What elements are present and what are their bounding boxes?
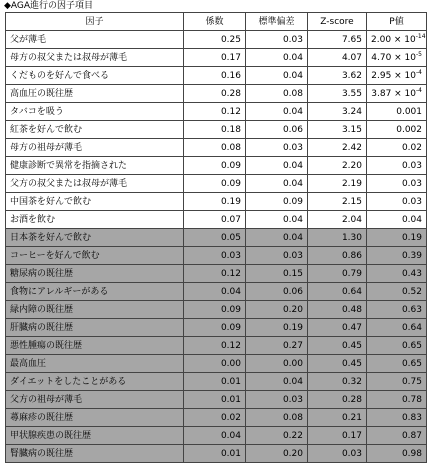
standard-deviation-cell: 0.00 (246, 355, 308, 373)
table-row (6, 319, 427, 337)
p-value-cell (367, 265, 427, 283)
p-value-base: 0.43 (401, 268, 422, 279)
factor-cell: タバコを吸う (6, 103, 184, 121)
coefficient-cell: 0.04 (184, 283, 246, 301)
table-row (6, 445, 427, 463)
coefficient-cell: 0.12 (184, 265, 246, 283)
p-value-cell (367, 427, 427, 445)
p-value-base: 0.03 (401, 178, 422, 189)
p-value-base: 0.03 (401, 196, 422, 207)
factor-cell: 日本茶を好んで飲む (6, 229, 184, 247)
z-score-cell: 3.15 (308, 121, 367, 139)
p-value-cell (367, 157, 427, 175)
coefficient-cell: 0.03 (184, 247, 246, 265)
coefficient-cell: 0.19 (184, 193, 246, 211)
standard-deviation-cell: 0.15 (246, 265, 308, 283)
table-row (6, 409, 427, 427)
standard-deviation-cell: 0.19 (246, 319, 308, 337)
p-value-base: 0.98 (401, 448, 422, 459)
z-score-cell: 4.07 (308, 49, 367, 67)
table-row (6, 67, 427, 85)
standard-deviation-cell: 0.27 (246, 337, 308, 355)
p-value-base: 0.64 (401, 322, 422, 333)
header-p-value: P値 (367, 13, 427, 31)
coefficient-cell: 0.28 (184, 85, 246, 103)
table-row (6, 373, 427, 391)
table-row (6, 265, 427, 283)
header-row (6, 13, 427, 31)
coefficient-cell: 0.09 (184, 157, 246, 175)
table-row (6, 31, 427, 49)
p-value-cell (367, 139, 427, 157)
p-value-cell (367, 337, 427, 355)
header-z-score: Z-score (308, 13, 367, 31)
standard-deviation-cell: 0.06 (246, 121, 308, 139)
z-score-cell: 0.47 (308, 319, 367, 337)
table-body (6, 31, 427, 463)
p-value-base: 0.02 (401, 142, 422, 153)
p-value-base: 0.04 (401, 214, 422, 225)
standard-deviation-cell: 0.22 (246, 427, 308, 445)
p-value-cell (367, 373, 427, 391)
z-score-cell: 0.45 (308, 337, 367, 355)
standard-deviation-cell: 0.08 (246, 409, 308, 427)
coefficient-cell: 0.12 (184, 337, 246, 355)
coefficient-cell: 0.05 (184, 229, 246, 247)
z-score-cell: 2.42 (308, 139, 367, 157)
p-value-base: 0.75 (401, 376, 422, 387)
p-value-base: 0.39 (401, 250, 422, 261)
p-value-exponent: -4 (416, 86, 422, 94)
z-score-cell: 2.04 (308, 211, 367, 229)
p-value-base: 2.95 × 10 (371, 70, 417, 81)
factor-cell: 父方の叔父または叔母が薄毛 (6, 175, 184, 193)
z-score-cell: 1.30 (308, 229, 367, 247)
coefficient-cell: 0.25 (184, 31, 246, 49)
p-value-base: 3.87 × 10 (371, 88, 417, 99)
z-score-cell: 0.86 (308, 247, 367, 265)
coefficient-cell: 0.09 (184, 301, 246, 319)
z-score-cell: 3.24 (308, 103, 367, 121)
table-row (6, 391, 427, 409)
coefficient-cell: 0.09 (184, 319, 246, 337)
factor-cell: 父方の祖母が薄毛 (6, 391, 184, 409)
factor-cell: 健康診断で異常を指摘された (6, 157, 184, 175)
table-row (6, 211, 427, 229)
factor-cell: 父が薄毛 (6, 31, 184, 49)
coefficient-cell: 0.01 (184, 445, 246, 463)
standard-deviation-cell: 0.03 (246, 247, 308, 265)
table-row (6, 139, 427, 157)
p-value-cell (367, 319, 427, 337)
z-score-cell: 0.17 (308, 427, 367, 445)
standard-deviation-cell: 0.04 (246, 175, 308, 193)
p-value-cell (367, 355, 427, 373)
header-standard-deviation: 標準偏差 (246, 13, 308, 31)
table-row (6, 337, 427, 355)
table-title: ◆AGA進行の因子項目 (4, 1, 94, 11)
p-value-base: 0.63 (401, 304, 422, 315)
coefficient-cell: 0.07 (184, 211, 246, 229)
header-coefficient: 係数 (184, 13, 246, 31)
p-value-base: 0.87 (401, 430, 422, 441)
table-row (6, 247, 427, 265)
factor-cell: 肝臓病の既往歴 (6, 319, 184, 337)
table-row (6, 121, 427, 139)
standard-deviation-cell: 0.04 (246, 67, 308, 85)
coefficient-cell: 0.02 (184, 409, 246, 427)
table-row (6, 85, 427, 103)
p-value-cell (367, 67, 427, 85)
factor-cell: 甲状腺疾患の既往歴 (6, 427, 184, 445)
table-row (6, 49, 427, 67)
coefficient-cell: 0.18 (184, 121, 246, 139)
z-score-cell: 7.65 (308, 31, 367, 49)
table-row (6, 301, 427, 319)
z-score-cell: 3.55 (308, 85, 367, 103)
factor-cell: 腎臓病の既往歴 (6, 445, 184, 463)
z-score-cell: 3.62 (308, 67, 367, 85)
p-value-exponent: -4 (416, 68, 422, 76)
table-row (6, 355, 427, 373)
factor-cell: 中国茶を好んで飲む (6, 193, 184, 211)
z-score-cell: 2.20 (308, 157, 367, 175)
factor-cell: 最高血圧 (6, 355, 184, 373)
p-value-base: 0.52 (401, 286, 422, 297)
p-value-base: 0.65 (401, 340, 422, 351)
p-value-base: 0.03 (401, 160, 422, 171)
factor-cell: 高血圧の既往歴 (6, 85, 184, 103)
z-score-cell: 2.19 (308, 175, 367, 193)
table-row (6, 283, 427, 301)
factor-cell: ダイエットをしたことがある (6, 373, 184, 391)
standard-deviation-cell: 0.20 (246, 445, 308, 463)
table-row (6, 427, 427, 445)
p-value-base: 0.19 (401, 232, 422, 243)
p-value-exponent: -5 (416, 50, 422, 58)
p-value-cell (367, 49, 427, 67)
factor-cell: 悪性腫瘍の既往歴 (6, 337, 184, 355)
p-value-base: 0.001 (396, 106, 422, 117)
p-value-base: 0.78 (401, 394, 422, 405)
factor-cell: お酒を飲む (6, 211, 184, 229)
standard-deviation-cell: 0.04 (246, 211, 308, 229)
p-value-cell (367, 445, 427, 463)
standard-deviation-cell: 0.03 (246, 139, 308, 157)
standard-deviation-cell: 0.20 (246, 301, 308, 319)
factor-cell: 糖尿病の既往歴 (6, 265, 184, 283)
factor-cell: 母方の叔父または叔母が薄毛 (6, 49, 184, 67)
standard-deviation-cell: 0.06 (246, 283, 308, 301)
z-score-cell: 0.32 (308, 373, 367, 391)
standard-deviation-cell: 0.04 (246, 157, 308, 175)
factor-cell: 食物にアレルギーがある (6, 283, 184, 301)
standard-deviation-cell: 0.03 (246, 31, 308, 49)
coefficient-cell: 0.08 (184, 139, 246, 157)
coefficient-cell: 0.12 (184, 103, 246, 121)
p-value-cell (367, 31, 427, 49)
z-score-cell: 0.28 (308, 391, 367, 409)
p-value-cell (367, 85, 427, 103)
p-value-base: 0.65 (401, 358, 422, 369)
table-row (6, 103, 427, 121)
standard-deviation-cell: 0.04 (246, 103, 308, 121)
p-value-exponent: -14 (415, 32, 426, 40)
table-row (6, 229, 427, 247)
standard-deviation-cell: 0.04 (246, 49, 308, 67)
standard-deviation-cell: 0.09 (246, 193, 308, 211)
p-value-cell (367, 247, 427, 265)
p-value-cell (367, 175, 427, 193)
coefficient-cell: 0.01 (184, 391, 246, 409)
p-value-cell (367, 193, 427, 211)
p-value-base: 4.70 × 10 (371, 52, 417, 63)
table-row (6, 193, 427, 211)
aga-factor-table (5, 12, 427, 463)
z-score-cell: 0.03 (308, 445, 367, 463)
p-value-cell (367, 229, 427, 247)
p-value-base: 2.00 × 10 (371, 34, 416, 45)
z-score-cell: 0.79 (308, 265, 367, 283)
factor-cell: 母方の祖母が薄毛 (6, 139, 184, 157)
coefficient-cell: 0.04 (184, 427, 246, 445)
standard-deviation-cell: 0.08 (246, 85, 308, 103)
table-row (6, 157, 427, 175)
z-score-cell: 2.15 (308, 193, 367, 211)
standard-deviation-cell: 0.03 (246, 391, 308, 409)
table-row (6, 175, 427, 193)
z-score-cell: 0.21 (308, 409, 367, 427)
coefficient-cell: 0.17 (184, 49, 246, 67)
coefficient-cell: 0.16 (184, 67, 246, 85)
factor-cell: 紅茶を好んで飲む (6, 121, 184, 139)
coefficient-cell: 0.00 (184, 355, 246, 373)
factor-cell: コーヒーを好んで飲む (6, 247, 184, 265)
z-score-cell: 0.48 (308, 301, 367, 319)
p-value-cell (367, 103, 427, 121)
z-score-cell: 0.64 (308, 283, 367, 301)
p-value-cell (367, 391, 427, 409)
p-value-cell (367, 409, 427, 427)
p-value-cell (367, 301, 427, 319)
standard-deviation-cell: 0.04 (246, 229, 308, 247)
p-value-base: 0.002 (396, 124, 422, 135)
p-value-cell (367, 211, 427, 229)
factor-cell: くだものを好んで食べる (6, 67, 184, 85)
factor-cell: 緑内障の既往歴 (6, 301, 184, 319)
header-factor: 因子 (6, 13, 184, 31)
factor-cell: 蕁麻疹の既往歴 (6, 409, 184, 427)
coefficient-cell: 0.09 (184, 175, 246, 193)
z-score-cell: 0.45 (308, 355, 367, 373)
p-value-cell (367, 283, 427, 301)
coefficient-cell: 0.01 (184, 373, 246, 391)
standard-deviation-cell: 0.04 (246, 373, 308, 391)
p-value-base: 0.83 (401, 412, 422, 423)
p-value-cell (367, 121, 427, 139)
